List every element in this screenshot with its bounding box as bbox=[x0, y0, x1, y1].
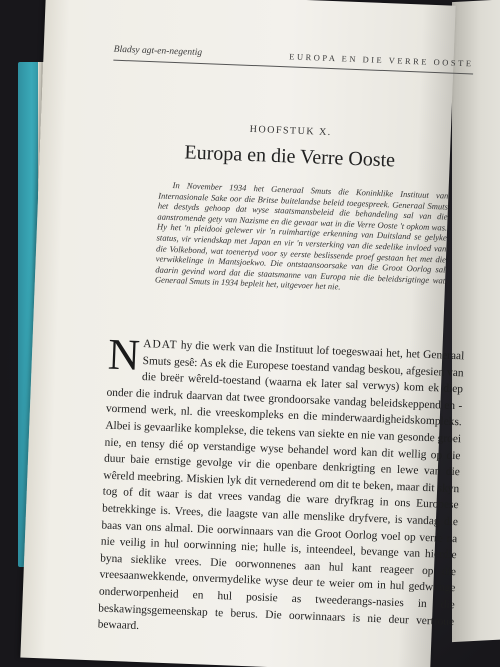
chapter-label: HOOFSTUK X. bbox=[249, 123, 332, 139]
chapter-title: Europa en die Verre Ooste bbox=[184, 141, 396, 172]
running-head-title: EUROPA EN DIE VERRE OOSTE bbox=[289, 51, 474, 69]
book-page bbox=[20, 0, 474, 667]
facing-page-edge bbox=[452, 0, 500, 642]
running-head bbox=[113, 45, 473, 73]
body-paragraph bbox=[97, 329, 465, 647]
running-head-page-number: Bladsy agt-en-negentig bbox=[113, 44, 203, 59]
lead-word: ADAT bbox=[143, 337, 178, 352]
body-text: hy die werk van die Instituut lof toegeswaai het, het Generaal Smuts gesê: As ek die Europese toestand vandag beskou, afgesien van die breër wêreld-toestand (waarna ek later sal verwys) kom ek diep onder die indruk daarvan dat twee grondoorsake vandag beleidskeppend en -vormend werk, nl. die vreeskompleks en die minderwaardigheidskompleks. Albei is gevaarlike komplekse, die tekens van siekte en nie van gesonde groei nie, en tensy dié op verstandige wyse behandel word kan dit wellig op die duur baie ernstige gevolge vir die openbare denkrigting en lewe van die wêreld meebring. Miskien lyk dit vernederend om dit te beken, maar dit skyn tog of dit waar is dat vrees vandag die ware dryfkrag in ons Europese betrekkinge is. Vrees, die laagste van alle menslike dryfvere, is vandag die baas van ons almal. Die oorwinnaars van die Groot Oorlog voel op verre na nie veilig in hul oorwinning nie; hulle is, inteendeel, bevange van hierdie byna sieklike vrees. Die oorwonnenes aan hul kant reageer op die vreesaanwekkende, onvermydelike wyse deur te weier om in hul gedwonge onderworpenheid en hul posisie as tweederangs-nasies in die beskawingsgemeenskap te berus. Die oorwinnaars is nie deur vertroue bewaard. bbox=[97, 339, 465, 633]
drop-cap: N bbox=[107, 329, 141, 380]
chapter-abstract: In November 1934 het Generaal Smuts die Koninklike Instituut van Internasionale Sake oor die Britse buitelandse beleid toegespreek. Generaal Smuts het destyds gehoop dat wyse staatsmansbeleid die behandeling sal van die aanstromende gety van Nazisme en die gevaar wat in die Verre Ooste 't opkom was. Hy het 'n pleidooi gelewer vir 'n ruimhartige erkenning van Duitsland se gelyke status, vir vriendskap met Japan en vir 'n versterking van die sedelike invloed van die Volkebond, wat toenertyd voor sy eerste beslissende proef gestaan het met die verwikkelinge in Mantsjoekwo. Die ontstaansoorsake van die Groot Oorlog sal daarin gevind word dat die staatsmanne van Europa nie die beleidsrigtinge wat Generaal Smuts in 1934 bepleit het, uitgevoer het nie. bbox=[154, 180, 449, 292]
